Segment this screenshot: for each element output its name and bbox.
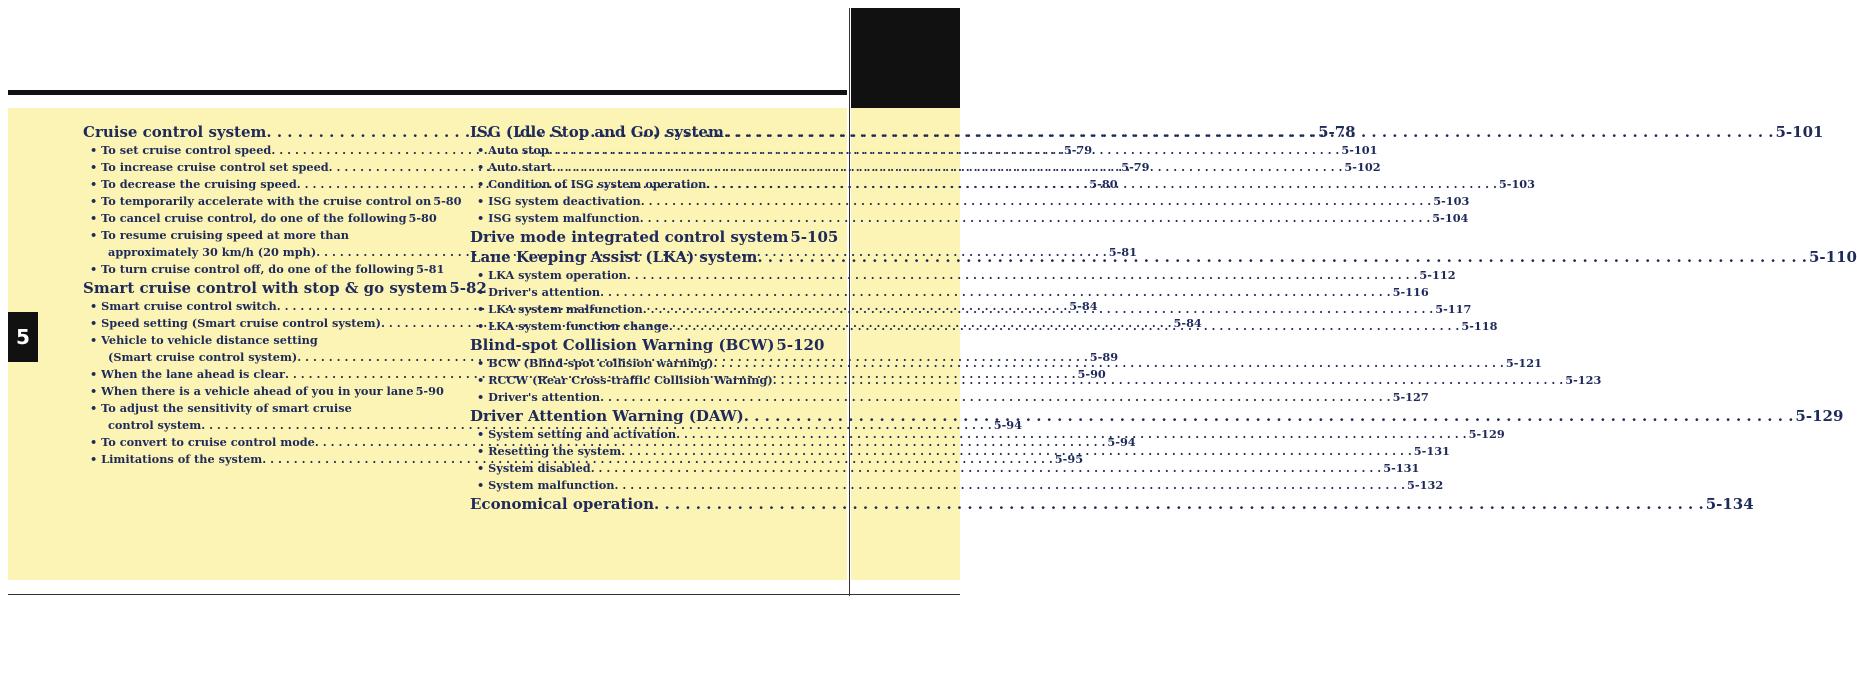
toc-page-number: 5-90 [415, 384, 444, 398]
toc-entry-title: Cruise control system [83, 123, 267, 141]
toc-entry-title: Lane Keeping Assist (LKA) system [470, 248, 758, 266]
toc-page-number: 5-94 [993, 418, 1023, 432]
toc-entry-title: • To adjust the sensitivity of smart cruise [90, 401, 352, 415]
toc-page-number: 5-94 [1107, 435, 1136, 449]
toc-subentry[interactable] [470, 460, 1420, 477]
toc-page-number: 5-121 [1505, 356, 1542, 370]
toc-entry-title: • LKA system malfunction [477, 302, 643, 316]
toc-subentry[interactable] [83, 210, 437, 227]
toc-entry-title: • Vehicle to vehicle distance setting [90, 333, 318, 347]
toc-entry-title: • RCCW (Rear Cross-traffic Collision Warning) [477, 373, 773, 387]
toc-page-number: 5-112 [1419, 268, 1456, 282]
toc-entry-title: • System disabled [477, 461, 591, 475]
toc-entry-title: • Driver's attention [477, 390, 601, 404]
toc-entry-title: • Smart cruise control switch [90, 299, 277, 313]
dot-leader [621, 443, 1412, 460]
toc-page-number: 5-127 [1392, 390, 1429, 404]
dot-leader [600, 389, 1391, 406]
toc-subentry[interactable] [83, 261, 445, 278]
toc-entry-title: • LKA system operation [477, 268, 627, 282]
toc-page-number: 5-79 [1121, 160, 1150, 174]
toc-heading[interactable] [83, 278, 487, 298]
toc-page-number: 5-110 [1809, 248, 1857, 266]
toc-page-number: 5-80 [433, 194, 462, 208]
toc-entry-title: • LKA system function change [477, 319, 669, 333]
toc-entry-title: ISG (Idle Stop and Go) system [470, 123, 724, 141]
toc-entry-title: • To cancel cruise control, do one of the following [90, 211, 407, 225]
dot-leader [676, 426, 1467, 443]
dot-leader [713, 355, 1504, 372]
toc-subentry[interactable] [470, 284, 1429, 301]
toc-entry-title: • System malfunction [477, 478, 615, 492]
toc-entry-title: (Smart cruise control system) [108, 350, 298, 364]
top-rule [8, 90, 847, 95]
dot-leader [641, 193, 1432, 210]
toc-entry-title: • Condition of ISG system operation [477, 177, 707, 191]
dot-leader [615, 477, 1406, 494]
toc-entry-title: Drive mode integrated control system [470, 228, 789, 246]
toc-entry-title: • To decrease the cruising speed [90, 177, 297, 191]
toc-page-number: 5-78 [1318, 123, 1356, 141]
toc-entry-title: control system [108, 418, 202, 432]
toc-entry-title: • To increase cruise control set speed [90, 160, 329, 174]
toc-page-number: 5-89 [1089, 350, 1119, 364]
toc-entry-title: • To convert to cruise control mode [90, 435, 315, 449]
toc-entry-title: • ISG system deactivation [477, 194, 641, 208]
toc-entry-title: • Resetting the system [477, 444, 622, 458]
dot-leader [600, 284, 1391, 301]
toc-page-number: 5-79 [1063, 143, 1093, 157]
toc-entry-title: • To resume cruising speed at more than [90, 228, 350, 242]
dot-leader [669, 318, 1460, 335]
toc-entry-title: • To temporarily accelerate with the cruise control on [90, 194, 432, 208]
dot-leader [549, 142, 1340, 159]
toc-page-number: 5-131 [1383, 461, 1420, 475]
toc-entry-title: Driver Attention Warning (DAW) [470, 407, 744, 425]
toc-subentry[interactable] [470, 210, 1469, 227]
toc-subentry[interactable] [470, 193, 1470, 210]
toc-page-number: 5-123 [1565, 373, 1602, 387]
toc-page-number: 5-117 [1435, 302, 1472, 316]
toc-page-number: 5-81 [416, 262, 445, 276]
toc-page-number: 5-129 [1468, 427, 1505, 441]
toc-subentry[interactable] [83, 227, 433, 244]
toc-entry-title: • To turn cruise control off, do one of the following [90, 262, 415, 276]
toc-entry-title: Smart cruise control with stop & go system [83, 279, 448, 297]
dot-leader [744, 406, 1794, 426]
dot-leader [757, 247, 1807, 267]
toc-page-number: 5-95 [1054, 452, 1084, 466]
corner-block [851, 8, 960, 108]
toc-subentry[interactable] [83, 193, 462, 210]
bottom-rule [8, 594, 960, 595]
toc-heading[interactable] [470, 494, 1754, 514]
toc-entry-title: • BCW (Blind-spot collision warning) [477, 356, 714, 370]
dot-leader [627, 267, 1418, 284]
toc-entry-title: • Speed setting (Smart cruise control system) [90, 316, 381, 330]
toc-subentry[interactable] [83, 383, 444, 400]
dot-leader [640, 210, 1431, 227]
toc-subentry[interactable] [83, 332, 433, 349]
dot-leader [643, 301, 1434, 318]
toc-page-number: 5-101 [1341, 143, 1378, 157]
toc-subentry[interactable] [470, 267, 1456, 284]
dot-leader [773, 372, 1564, 389]
toc-entry-title: • Auto start [477, 160, 552, 174]
toc-page-number: 5-105 [790, 228, 839, 246]
toc-page-number: 5-118 [1461, 319, 1498, 333]
dot-leader [724, 122, 1774, 142]
dot-leader [552, 159, 1343, 176]
toc-entry-title: approximately 30 km/h (20 mph) [108, 245, 317, 259]
toc-page-number: 5-90 [1077, 367, 1106, 381]
toc-page-number: 5-81 [1108, 245, 1138, 259]
toc-subentry[interactable] [83, 400, 433, 417]
toc-page-number: 5-131 [1413, 444, 1450, 458]
toc-entry-title: • Driver's attention [477, 285, 601, 299]
toc-entry-title: • ISG system malfunction [477, 211, 640, 225]
chapter-tab[interactable] [8, 312, 38, 362]
toc-subentry[interactable] [470, 389, 1429, 406]
toc-page-number: 5-116 [1392, 285, 1429, 299]
toc-page-number: 5-84 [1173, 316, 1202, 330]
toc-page-number: 5-80 [408, 211, 437, 225]
toc-page-number: 5-134 [1705, 495, 1754, 513]
toc-page-number: 5-103 [1498, 177, 1536, 191]
toc-page-number: 5-102 [1344, 160, 1381, 174]
toc-page-number: 5-120 [776, 336, 825, 354]
toc-page-number: 5-84 [1069, 299, 1098, 313]
toc-page-number: 5-101 [1775, 123, 1824, 141]
toc-heading[interactable] [470, 227, 839, 247]
toc-entry-title: Blind-spot Collision Warning (BCW) [470, 336, 775, 354]
dot-leader [706, 176, 1497, 193]
dot-leader [654, 494, 1704, 514]
toc-entry-title: • To set cruise control speed [90, 143, 272, 157]
toc-page-number: 5-104 [1432, 211, 1469, 225]
toc-page-number: 5-129 [1795, 407, 1844, 425]
toc-entry-title: • Limitations of the system [90, 452, 263, 466]
toc-page-number: 5-103 [1433, 194, 1470, 208]
toc-entry-title: Economical operation [470, 495, 655, 513]
dot-leader [591, 460, 1382, 477]
toc-heading[interactable] [470, 335, 825, 355]
toc-entry-title: • Auto stop [477, 143, 549, 157]
chapter-number: 5 [16, 325, 30, 349]
toc-subentry[interactable] [470, 477, 1444, 494]
toc-page-number: 5-80 [1089, 177, 1118, 191]
toc-entry-title: • When the lane ahead is clear [90, 367, 285, 381]
toc-entry-title: • System setting and activation [477, 427, 677, 441]
toc-entry-title: • When there is a vehicle ahead of you in your lane [90, 384, 414, 398]
toc-page-number: 5-132 [1407, 478, 1444, 492]
toc-page-number: 5-82 [449, 279, 487, 297]
